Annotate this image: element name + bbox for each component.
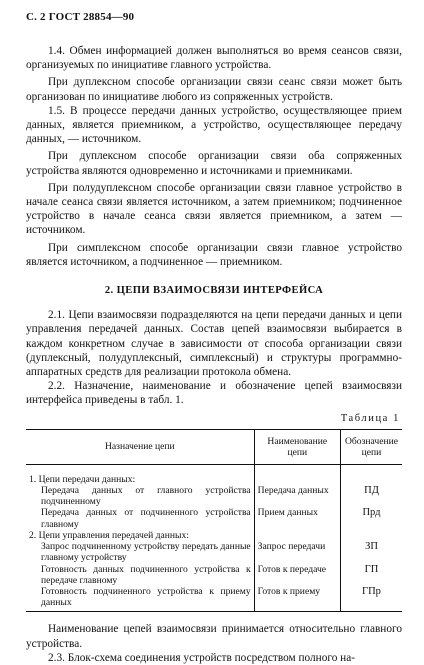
row-name: Передача данных — [257, 485, 329, 497]
row-purpose: Запрос подчиненному устройству передать данные главному устройству — [41, 541, 251, 564]
header-purpose: Назначение цепи — [26, 429, 254, 464]
table-row — [26, 464, 402, 507]
paragraph-simplex: При симплексном способе организации связи главное устройство является источником, а подчиненное — приемником. — [26, 241, 402, 268]
header-code: Обозначение цепи — [340, 429, 402, 464]
row-purpose: Готовность данных подчиненного устройства к передаче главному — [41, 563, 251, 586]
row-name: Готов к приему — [254, 586, 340, 612]
row-name: Запрос передачи — [257, 541, 326, 553]
paragraph-2-2: 2.2. Назначение, наименование и обозначение цепей взаимосвязи интерфейса приведены в табл. 1. — [26, 380, 402, 407]
table-row — [26, 586, 402, 612]
group-title: 2. Цепи управления передачей данных: — [29, 529, 189, 541]
paragraph-2-1: 2.1. Цепи взаимосвязи подразделяются на цепи передачи данных и цепи управления передачей данных. Состав цепей взаимосвязи выбирается в каждом конкретном случае в зависимости от способа организации связи (дуплексный, полудуплексный, симплексный) и структуры программно-аппаратных средств для реализации протокола обмена. — [26, 309, 402, 379]
paragraph-duplex-roles: При дуплексном способе организации связи оба сопряженных устройства являются одновременно и источниками и приемниками. — [26, 150, 402, 177]
row-purpose: Передача данных от подчиненного устройства главному — [41, 507, 251, 530]
row-code: ГП — [364, 563, 379, 575]
row-purpose: Готовность подчиненного устройства к приему данных — [41, 585, 251, 609]
header-name: Наименование цепи — [254, 429, 340, 464]
page-header: С. 2 ГОСТ 28854—90 — [26, 11, 135, 23]
circuits-table — [26, 429, 402, 612]
paragraph-naming: Наименование цепей взаимосвязи принимается относительно главного устройства. — [26, 623, 402, 650]
table-caption: Таблица 1 — [340, 412, 400, 424]
paragraph-2-3: 2.3. Блок-схема соединения устройств посредством полного на- — [48, 651, 356, 664]
table-row — [26, 564, 402, 586]
group-title: 1. Цепи передачи данных: — [29, 473, 136, 485]
paragraph-1-4: 1.4. Обмен информацией должен выполняться во время сеансов связи, организуемых по инициативе главного устройства. — [26, 45, 402, 72]
row-code: ПД — [364, 485, 379, 497]
section-title: 2. ЦЕПИ ВЗАИМОСВЯЗИ ИНТЕРФЕЙСА — [104, 285, 324, 297]
table-header-row — [26, 429, 402, 464]
paragraph-duplex-session: При дуплексном способе организации связи сеанс связи может быть организован по инициативе любого из сопряженных устройств. — [26, 76, 402, 103]
document-body — [26, 44, 402, 665]
row-code: ЗП — [365, 541, 378, 553]
paragraph-half-duplex: При полудуплексном способе организации связи главное устройство в начале сеанса связи является источником, а затем приемником; подчиненное устройство в начале сеанса связи является приемником, а затем — источником. — [26, 181, 402, 237]
row-name: Готов к передаче — [254, 564, 340, 586]
row-name: Прием данных — [254, 507, 340, 529]
table-row — [26, 530, 402, 564]
table-row — [26, 507, 402, 529]
paragraph-1-5: 1.5. В процессе передачи данных устройство, осуществляющее прием данных, является приемником, а устройство, осуществляющее передачу данных, — источником. — [26, 104, 402, 146]
row-code: ГПр — [340, 586, 402, 612]
row-purpose: Передача данных от главного устройства подчиненному — [41, 485, 251, 508]
row-code: Прд — [362, 507, 381, 519]
